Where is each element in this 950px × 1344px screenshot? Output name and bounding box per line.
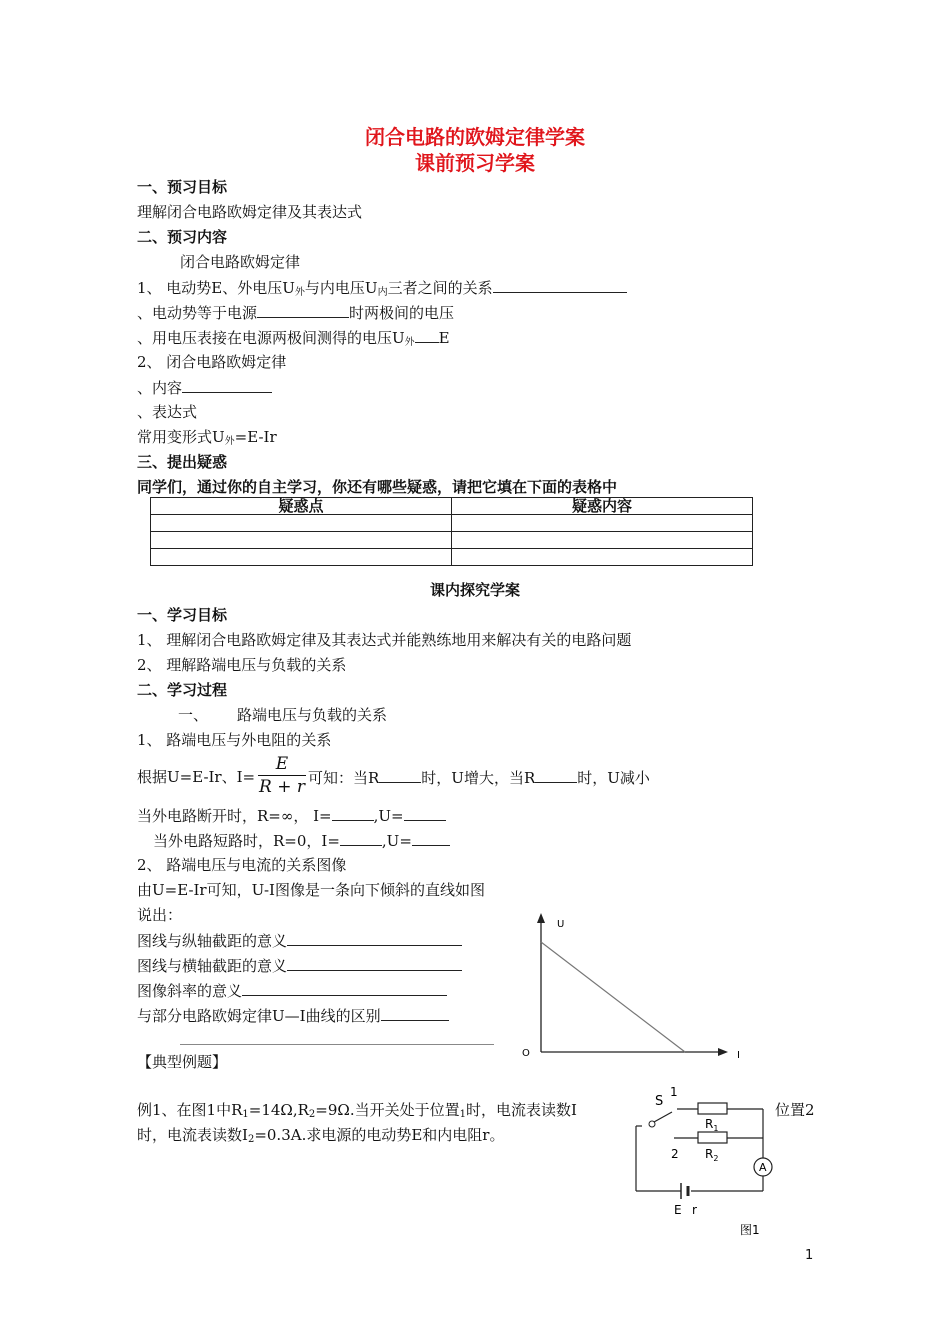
graph-i-arrow: [718, 1048, 728, 1056]
answer-line[interactable]: [180, 1044, 494, 1045]
answer-blank[interactable]: [379, 768, 421, 783]
questions-table: [150, 497, 753, 566]
table-row: [151, 498, 753, 515]
graph-i-label: I: [737, 1050, 740, 1061]
process-point-2: 2、 路端电压与电流的关系图像: [137, 856, 347, 874]
page-subtitle: 课前预习学案: [415, 151, 535, 175]
fraction-numerator: E: [275, 754, 289, 774]
preview-item-1b: 、用电压表接在电源两极间测得的电压$U_外$ E: [137, 329, 450, 348]
process-point-2-text: 由U=E-Ir可知，U-I图像是一条向下倾斜的直线如图: [137, 881, 485, 899]
formula-conclusion: 可知：当R 时，U增大，当R 时，U减小: [308, 769, 650, 787]
graph-u-label: U: [557, 919, 565, 930]
preview-item-2b: 、表达式: [137, 403, 198, 421]
question-slope: 图像斜率的意义: [137, 981, 447, 1000]
question-vertical-intercept: 图线与纵轴截距的意义: [137, 931, 462, 950]
table-row: [151, 515, 753, 532]
answer-blank[interactable]: [332, 806, 374, 821]
answer-blank[interactable]: [182, 378, 272, 393]
table-cell[interactable]: [452, 532, 753, 549]
fraction-denominator: R + r: [259, 777, 305, 797]
answer-blank[interactable]: [404, 806, 446, 821]
preview-item-2: 2、 闭合电路欧姆定律: [137, 353, 287, 371]
graph-line: [541, 942, 685, 1052]
circuit-diagram: [630, 1078, 780, 1240]
figure-label: 图1: [740, 1223, 760, 1237]
emf-label: E: [674, 1203, 682, 1217]
graph-u-arrow: [537, 913, 545, 923]
section-heading-questions: 三、提出疑惑: [137, 453, 228, 471]
preview-subheading: 闭合电路欧姆定律: [180, 253, 301, 271]
short-circuit-line: 当外电路短路时，R=0，I= ,U=: [153, 831, 450, 850]
resistor-r1-label: $R_1$: [705, 1117, 719, 1133]
table-cell[interactable]: [452, 515, 753, 532]
switch-label: S: [655, 1094, 664, 1109]
open-circuit-line: 当外电路断开时，R=∞， I= ,U=: [137, 806, 446, 825]
preview-item-2a: 、内容: [137, 378, 272, 397]
inclass-heading: 课内探究学案: [429, 581, 520, 599]
answer-blank[interactable]: [412, 831, 450, 846]
position-2-label: 2: [671, 1147, 679, 1161]
resistor-r2-label: $R_2$: [705, 1147, 719, 1163]
example-line-1: 例1、在图1中$R_1=14\Omega,R_2=9\Omega$.当开关处于位置$_1$时，电流表读数I: [137, 1101, 577, 1120]
table-row: [151, 532, 753, 549]
formula-fraction: [258, 754, 306, 797]
fraction-bar: [258, 775, 306, 776]
section-heading-preview-content: 二、预习内容: [137, 228, 228, 246]
page-number: 1: [805, 1248, 814, 1263]
process-point-1: 1、 路端电压与外电阻的关系: [137, 731, 332, 749]
preview-item-1: 1、 电动势E、外电压$U_外$与内电压$U_内$三者之间的关系: [137, 278, 627, 297]
table-cell[interactable]: [151, 549, 452, 566]
table-header-point: 疑惑点: [151, 498, 452, 515]
example-line-1-end: 位置2: [775, 1101, 815, 1119]
page-title: 闭合电路的欧姆定律学案: [365, 125, 585, 149]
section-heading-learning-goal: 一、学习目标: [137, 606, 228, 624]
process-subheading: 路端电压与负载的关系: [237, 706, 388, 724]
process-subheading-number: 一、: [178, 706, 209, 724]
internal-resistance-label: r: [692, 1203, 697, 1217]
answer-blank[interactable]: [287, 956, 462, 971]
preview-item-1a: 、电动势等于电源 时两极间的电压: [137, 304, 455, 322]
table-cell[interactable]: [151, 532, 452, 549]
example-heading: 【典型例题】: [137, 1053, 228, 1071]
learning-goal-1: 1、 理解闭合电路欧姆定律及其表达式并能熟练地用来解决有关的电路问题: [137, 631, 632, 649]
table-cell[interactable]: [151, 515, 452, 532]
ui-graph: [515, 910, 760, 1062]
graph-origin-label: O: [522, 1048, 530, 1059]
answer-blank[interactable]: [493, 278, 627, 293]
learning-goal-2: 2、 理解路端电压与负载的关系: [137, 656, 347, 674]
answer-blank[interactable]: [257, 303, 349, 318]
position-1-label: 1: [670, 1085, 678, 1099]
preview-item-2c: 常用变形式$U_外=E-Ir$: [137, 428, 277, 447]
question-horizontal-intercept: 图线与横轴截距的意义: [137, 956, 462, 975]
section-heading-process: 二、学习过程: [137, 681, 228, 699]
formula-lead: 根据U=E-Ir、I=: [137, 768, 256, 786]
answer-blank[interactable]: [340, 831, 382, 846]
table-cell[interactable]: [452, 549, 753, 566]
questions-instruction: 同学们，通过你的自主学习，你还有哪些疑惑，请把它填在下面的表格中: [137, 478, 618, 496]
answer-blank[interactable]: [242, 981, 447, 996]
question-difference: 与部分电路欧姆定律U—I曲线的区别: [137, 1006, 449, 1025]
preview-goal-text: 理解闭合电路欧姆定律及其表达式: [137, 203, 363, 221]
table-row: [151, 549, 753, 566]
switch-pivot: [649, 1121, 655, 1127]
answer-blank[interactable]: [381, 1006, 449, 1021]
answer-blank[interactable]: [415, 328, 439, 343]
answer-blank[interactable]: [287, 931, 462, 946]
table-header-content: 疑惑内容: [452, 498, 753, 515]
ammeter-label: A: [759, 1161, 767, 1174]
answer-blank[interactable]: [535, 768, 577, 783]
example-line-2: 时，电流表读数$I_2=0.3A$.求电源的电动势E和内电阻r。: [137, 1126, 505, 1145]
section-heading-preview-goal: 一、预习目标: [137, 178, 228, 196]
say-prompt: 说出：: [137, 906, 183, 924]
